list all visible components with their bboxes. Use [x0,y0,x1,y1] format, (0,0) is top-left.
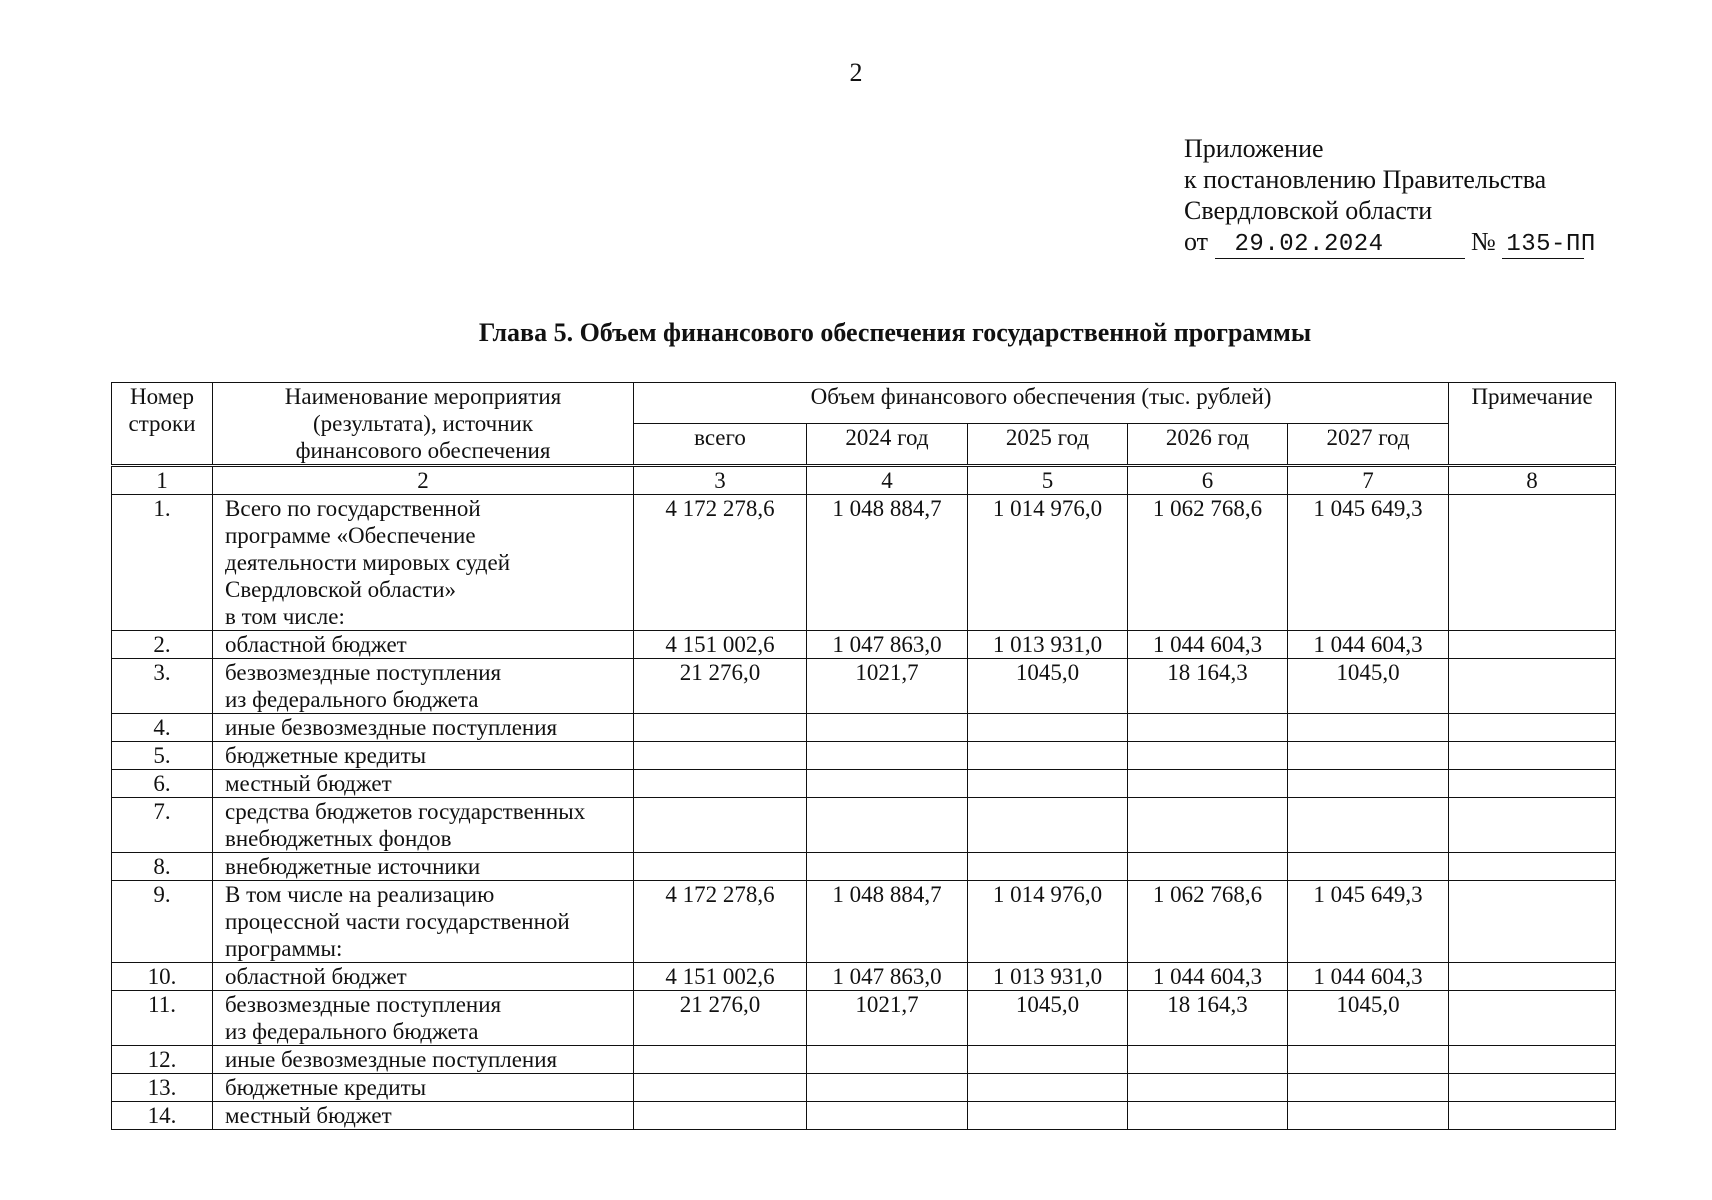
row-note [1449,881,1616,963]
value-2026 [1128,770,1288,798]
value-2027 [1288,1074,1449,1102]
header-2024: 2024 год [807,423,968,465]
table-row [112,991,1616,1046]
value-2024: 1 047 863,0 [807,631,968,659]
value-2024: 1 048 884,7 [807,881,968,963]
row-number: 11. [112,991,213,1046]
row-note [1449,798,1616,853]
row-name: Всего по государственной программе «Обеспечение деятельности мировых судей Свердловской области» в том числе: [213,495,634,631]
appendix-block [1184,133,1596,259]
row-number: 1. [112,495,213,631]
row-note [1449,659,1616,714]
header-note: Примечание [1449,383,1616,466]
value-2025: 1 013 931,0 [968,631,1128,659]
value-2026 [1128,714,1288,742]
value-total: 21 276,0 [634,659,807,714]
value-2026: 1 044 604,3 [1128,631,1288,659]
value-2027 [1288,742,1449,770]
value-2024: 1021,7 [807,991,968,1046]
value-2025 [968,714,1128,742]
value-2027: 1 044 604,3 [1288,963,1449,991]
table-row [112,853,1616,881]
row-name: бюджетные кредиты [213,1074,634,1102]
value-2025: 1 013 931,0 [968,963,1128,991]
column-number: 8 [1449,466,1616,495]
appendix-region-label: Свердловской области [1184,196,1433,225]
row-name: местный бюджет [213,1102,634,1130]
value-2024 [807,1102,968,1130]
row-name: внебюджетные источники [213,853,634,881]
value-2024 [807,714,968,742]
value-2026 [1128,1046,1288,1074]
value-2024 [807,798,968,853]
value-total [634,1074,807,1102]
value-2027 [1288,770,1449,798]
value-2024 [807,742,968,770]
value-total: 4 151 002,6 [634,631,807,659]
row-note [1449,991,1616,1046]
value-2026: 18 164,3 [1128,659,1288,714]
value-2026: 1 062 768,6 [1128,881,1288,963]
table-row [112,742,1616,770]
value-2027 [1288,714,1449,742]
row-note [1449,853,1616,881]
table-row [112,714,1616,742]
header-row-number: Номер строки [112,383,213,466]
table-row [112,1046,1616,1074]
header-2026: 2026 год [1128,423,1288,465]
table-row [112,881,1616,963]
row-note [1449,714,1616,742]
row-note [1449,1102,1616,1130]
row-note [1449,963,1616,991]
chapter-title: Глава 5. Объем финансового обеспечения государственной программы [478,318,1312,347]
value-2026: 1 044 604,3 [1128,963,1288,991]
value-total [634,798,807,853]
value-2026 [1128,853,1288,881]
value-2025: 1 014 976,0 [968,495,1128,631]
column-number: 3 [634,466,807,495]
header-2027: 2027 год [1288,423,1449,465]
value-2027: 1 045 649,3 [1288,881,1449,963]
value-2026 [1128,742,1288,770]
value-total [634,714,807,742]
column-number: 5 [968,466,1128,495]
value-2024 [807,1074,968,1102]
appendix-title: Приложение [1184,134,1324,163]
row-note [1449,1074,1616,1102]
value-total [634,853,807,881]
value-2026 [1128,798,1288,853]
value-2027 [1288,1102,1449,1130]
value-total [634,1046,807,1074]
row-note [1449,1046,1616,1074]
value-2025 [968,1102,1128,1130]
column-number: 7 [1288,466,1449,495]
resolution-number: 135-ПП [1502,232,1584,259]
column-number: 6 [1128,466,1288,495]
row-name: областной бюджет [213,963,634,991]
value-2024: 1 047 863,0 [807,963,968,991]
value-2026: 18 164,3 [1128,991,1288,1046]
value-2025 [968,742,1128,770]
value-2026: 1 062 768,6 [1128,495,1288,631]
table-row [112,1102,1616,1130]
table-row [112,963,1616,991]
row-number: 13. [112,1074,213,1102]
appendix-date-line [1184,226,1596,259]
value-2025 [968,798,1128,853]
value-2027 [1288,853,1449,881]
row-number: 6. [112,770,213,798]
value-2024 [807,853,968,881]
table-row [112,1074,1616,1102]
row-note [1449,631,1616,659]
value-2027: 1045,0 [1288,659,1449,714]
value-total: 4 151 002,6 [634,963,807,991]
row-number: 3. [112,659,213,714]
row-name: безвозмездные поступления из федерального бюджета [213,659,634,714]
row-name: местный бюджет [213,770,634,798]
column-numbers-row [112,466,1616,495]
value-2024 [807,1046,968,1074]
row-name: безвозмездные поступления из федерального бюджета [213,991,634,1046]
column-number: 1 [112,466,213,495]
row-note [1449,770,1616,798]
value-total: 21 276,0 [634,991,807,1046]
row-number: 7. [112,798,213,853]
row-number: 14. [112,1102,213,1130]
appendix-resolution-label: к постановлению Правительства [1184,165,1547,194]
value-2025: 1045,0 [968,991,1128,1046]
row-note [1449,742,1616,770]
row-name: иные безвозмездные поступления [213,1046,634,1074]
row-number: 10. [112,963,213,991]
column-number: 2 [213,466,634,495]
table-row [112,659,1616,714]
row-number: 9. [112,881,213,963]
table-row [112,798,1616,853]
value-2027: 1045,0 [1288,991,1449,1046]
value-2027 [1288,1046,1449,1074]
value-2027: 1 044 604,3 [1288,631,1449,659]
table-row [112,495,1616,631]
value-2025: 1045,0 [968,659,1128,714]
value-2025 [968,1074,1128,1102]
column-number: 4 [807,466,968,495]
value-2027 [1288,798,1449,853]
date-prefix: от [1184,227,1209,256]
row-name: В том числе на реализацию процессной части государственной программы: [213,881,634,963]
row-number: 8. [112,853,213,881]
row-name: областной бюджет [213,631,634,659]
resolution-date: 29.02.2024 [1215,232,1465,259]
value-total [634,742,807,770]
value-2025 [968,770,1128,798]
row-name: средства бюджетов государственных внебюджетных фондов [213,798,634,853]
value-total [634,1102,807,1130]
financing-table [111,382,1616,1130]
row-number: 12. [112,1046,213,1074]
header-total: всего [634,423,807,465]
value-2025 [968,1046,1128,1074]
row-name: бюджетные кредиты [213,742,634,770]
page-number: 2 [849,58,863,87]
number-prefix: № [1471,227,1496,256]
row-name: иные безвозмездные поступления [213,714,634,742]
table-body [112,495,1616,1130]
value-2024: 1021,7 [807,659,968,714]
value-2026 [1128,1074,1288,1102]
table-row [112,631,1616,659]
header-volume: Объем финансового обеспечения (тыс. рублей) [634,383,1449,424]
header-name: Наименование мероприятия (результата), источник финансового обеспечения [213,383,634,466]
row-number: 2. [112,631,213,659]
value-2025 [968,853,1128,881]
value-2027: 1 045 649,3 [1288,495,1449,631]
header-2025: 2025 год [968,423,1128,465]
row-number: 5. [112,742,213,770]
row-note [1449,495,1616,631]
value-2024: 1 048 884,7 [807,495,968,631]
value-total: 4 172 278,6 [634,881,807,963]
value-total: 4 172 278,6 [634,495,807,631]
value-2025: 1 014 976,0 [968,881,1128,963]
value-total [634,770,807,798]
value-2024 [807,770,968,798]
row-number: 4. [112,714,213,742]
value-2026 [1128,1102,1288,1130]
table-row [112,770,1616,798]
